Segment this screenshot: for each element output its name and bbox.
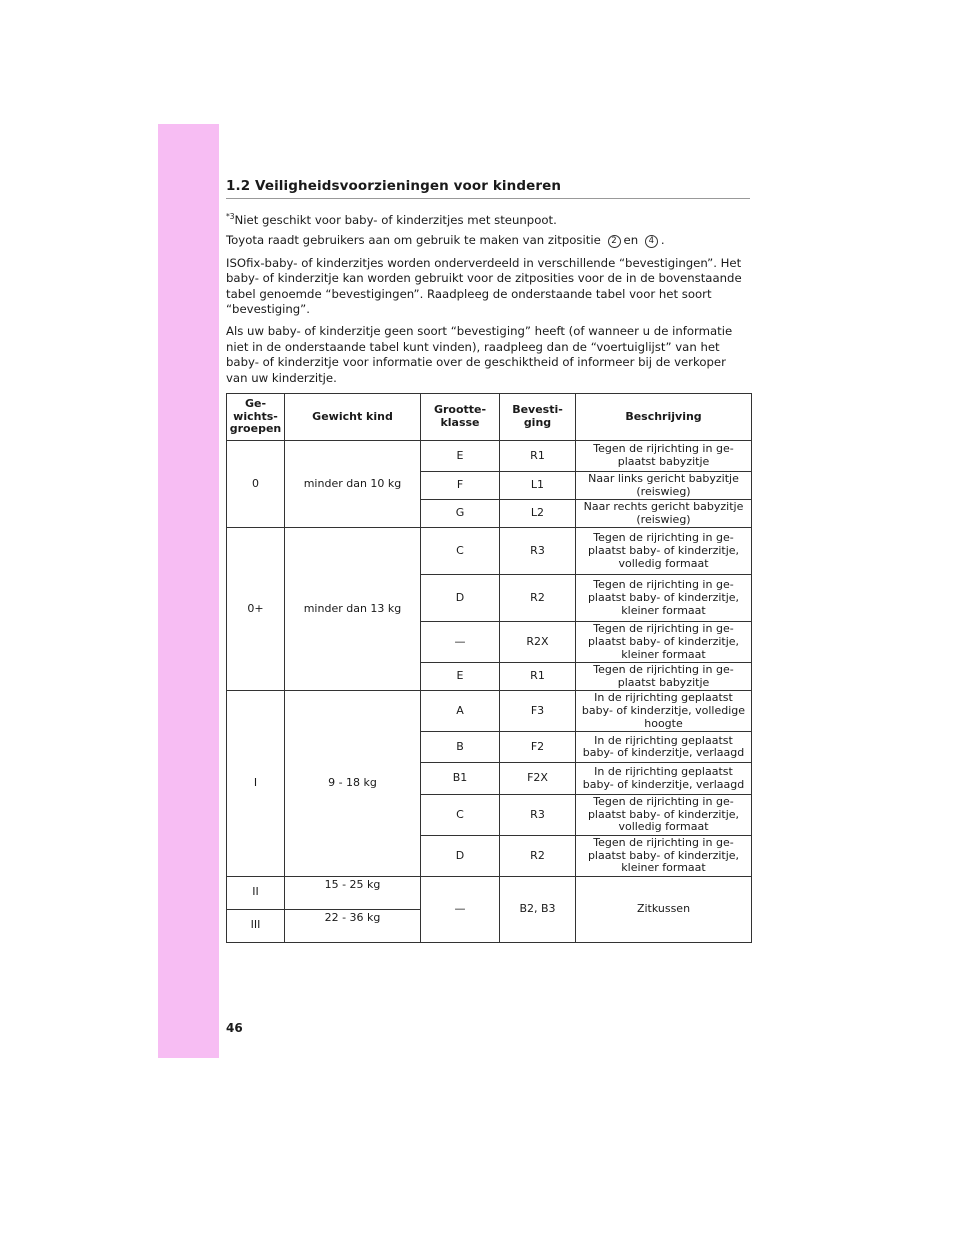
recommend-text-after: . [660,233,665,248]
header-description: Beschrijving [576,394,752,441]
footnote-3 [226,209,750,228]
cell-weight-group [227,876,285,909]
recommend-text-middle: en [623,233,639,248]
cell-description [576,691,752,732]
cell-size-class-text: C [456,807,464,821]
cell-size-class [421,795,500,836]
cell-child-weight [285,441,421,528]
cell-fixture-text: R2 [530,848,545,862]
cell-description [576,500,752,528]
recommend-text-before: Toyota raadt gebruikers aan om gebruik te maken van zitpositie [226,233,601,248]
recommendation-paragraph [226,233,750,248]
cell-child-weight [285,876,421,909]
seat-position-2-badge: 2 [608,235,621,248]
cell-fixture-text: F2 [530,739,545,753]
cell-size-class-text: — [454,901,466,915]
cell-fixture-text: R3 [530,807,545,821]
cell-description-text: In de rijrichting geplaatst baby- of kinderzitje, verlaagd [582,733,745,760]
cell-child-weight [285,909,421,942]
cell-size-class [421,472,500,500]
cell-description [576,441,752,472]
cell-size-class-text: — [454,634,466,648]
side-tab-strip [158,124,219,1058]
cell-size-class-text: B1 [452,771,468,785]
section-title: 1.2 Veiligheidsvoorzieningen voor kinderen [226,178,750,199]
cell-fixture [500,441,576,472]
cell-fixture [500,528,576,575]
cell-size-class [421,732,500,763]
cell-description-text: Tegen de rijrichting in ge- plaatst baby- of kinderzitje, volledig formaat [587,795,740,834]
cell-fixture [500,663,576,691]
cell-fixture [500,575,576,622]
cell-fixture-text: R2 [530,591,545,605]
cell-description-text: Tegen de rijrichting in ge- plaatst baby- of kinderzitje, volledig formaat [587,531,740,570]
cell-fixture [500,835,576,876]
cell-description-text: In de rijrichting geplaatst baby- of kinderzitje, volledige hoogte [581,691,746,730]
cell-weight-group-text: 0+ [247,602,264,616]
cell-description-text: Tegen de rijrichting in ge- plaatst baby- of kinderzitje, kleiner formaat [587,622,740,661]
cell-size-class-text: F [456,478,464,492]
cell-fixture-text: B2, B3 [519,901,556,915]
isofix-fixture-table [226,393,752,943]
cell-child-weight-text: 9 - 18 kg [328,776,377,790]
header-fixture: Bevesti- ging [500,394,576,441]
cell-weight-group [227,528,285,691]
cell-fixture-text: L1 [530,478,545,492]
cell-description [576,622,752,663]
header-size-class: Grootte- klasse [421,394,500,441]
cell-fixture-text: L2 [530,506,545,520]
cell-fixture-text: R1 [530,448,545,462]
table-row [227,528,752,575]
cell-size-class-text: C [456,544,464,558]
page-content [226,178,750,386]
cell-weight-group-text: III [250,918,261,932]
cell-child-weight [285,528,421,691]
cell-child-weight-text: minder dan 10 kg [303,476,402,490]
footnote-text: Niet geschikt voor baby- of kinderzitjes met steunpoot. [234,213,557,227]
table-header-row [227,394,752,441]
cell-description [576,663,752,691]
cell-description-text: Tegen de rijrichting in ge- plaatst baby- of kinderzitje, kleiner formaat [587,578,740,617]
cell-description-text: Tegen de rijrichting in ge- plaatst baby- of kinderzitje, kleiner formaat [587,835,740,875]
cell-description [576,876,752,942]
cell-weight-group [227,909,285,942]
cell-size-class-text: D [455,848,465,862]
cell-description [576,763,752,795]
cell-size-class-text: A [456,703,464,717]
table-row [227,441,752,472]
no-fixture-info-paragraph: Als uw baby- of kinderzitje geen soort “bevestiging” heeft (of wanneer u de informatie niet in de onderstaande tabel kunt vinden), raadpleeg dan de “voertuiglijst” van het baby- of kinderzitje voor informatie over de geschiktheid of informeer bij de verkoper van uw kinderzitje. [226,324,733,385]
cell-size-class-text: E [456,669,464,683]
cell-fixture-text: R1 [530,669,545,683]
cell-description [576,472,752,500]
isofix-paragraph: ISOfix-baby- of kinderzitjes worden onderverdeeld in verschillende “bevestigingen”. Het baby- of kinderzitje kan worden gebruikt voor de zitposities voor de in de bovenstaande tabel genoemde “bevestigingen”. Raadpleeg de onderstaande tabel voor het soort “bevestiging”. [226,255,742,317]
cell-size-class [421,622,500,663]
cell-fixture [500,795,576,836]
cell-fixture [500,876,576,942]
cell-fixture [500,472,576,500]
header-child-weight: Gewicht kind [285,394,421,441]
cell-weight-group [227,691,285,876]
cell-description-text: Zitkussen [636,901,691,915]
cell-fixture [500,732,576,763]
cell-size-class [421,763,500,795]
cell-description-text: Naar rechts gericht babyzitje (reiswieg) [583,500,744,526]
cell-fixture [500,622,576,663]
table-row [227,691,752,732]
cell-description [576,835,752,876]
cell-description [576,575,752,622]
cell-description [576,528,752,575]
cell-child-weight-text: 22 - 36 kg [324,910,381,924]
cell-size-class-text: D [455,591,465,605]
cell-description-text: Tegen de rijrichting in ge- plaatst babyzitje [593,442,734,468]
cell-size-class [421,528,500,575]
cell-weight-group-text: II [252,885,259,899]
cell-size-class [421,663,500,691]
cell-description [576,795,752,836]
cell-size-class-text: B [456,739,464,753]
cell-fixture-text: R3 [530,544,545,558]
cell-weight-group-text: I [253,776,258,790]
cell-weight-group [227,441,285,528]
cell-child-weight [285,691,421,876]
cell-fixture-text: F3 [530,703,545,717]
cell-description-text: Tegen de rijrichting in ge- plaatst babyzitje [593,663,734,689]
cell-description-text: Naar links gericht babyzitje (reiswieg) [588,472,739,498]
table-row [227,876,752,909]
cell-fixture-text: R2X [526,634,549,648]
cell-fixture-text: F2X [527,771,548,785]
cell-description [576,732,752,763]
cell-child-weight-text: minder dan 13 kg [303,602,402,616]
header-weight-group: Ge- wichts- groepen [227,394,285,441]
footnote-marker: *3 [226,212,235,221]
cell-fixture [500,500,576,528]
cell-weight-group-text: 0 [252,476,259,490]
cell-size-class-text: G [455,506,465,520]
cell-fixture [500,691,576,732]
cell-size-class [421,575,500,622]
cell-size-class-text: E [456,448,464,462]
seat-position-4-badge: 4 [645,235,658,248]
cell-size-class [421,835,500,876]
cell-size-class [421,500,500,528]
cell-description-text: In de rijrichting geplaatst baby- of kinderzitje, verlaagd [582,765,745,791]
page-number: 46 [226,1021,243,1035]
cell-size-class [421,876,500,942]
cell-size-class [421,441,500,472]
cell-fixture [500,763,576,795]
cell-child-weight-text: 15 - 25 kg [324,877,381,891]
cell-size-class [421,691,500,732]
